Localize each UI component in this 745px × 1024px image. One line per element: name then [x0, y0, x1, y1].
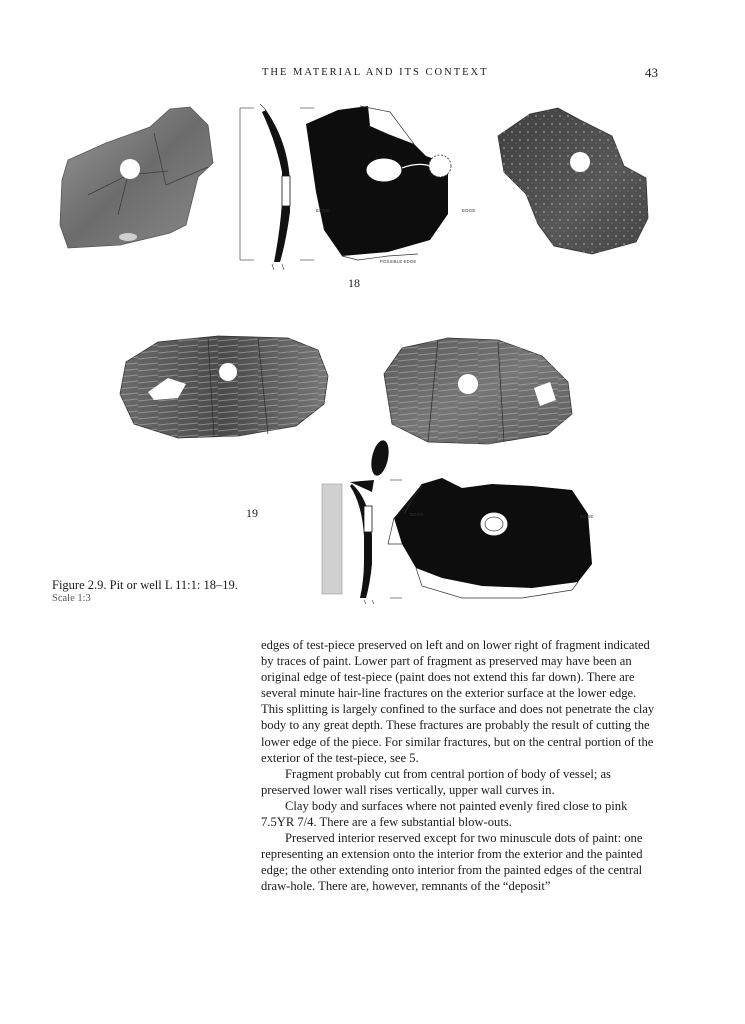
fragment-18-drawing — [298, 104, 460, 269]
figure-caption-scale: Scale 1:3 — [52, 593, 91, 604]
body-paragraph: Fragment probably cut from central portion of body of vessel; as preserved lower wall rises vertically, upper wall curves in. — [261, 766, 611, 797]
fragment-19-photo-right — [378, 334, 576, 446]
body-paragraph: edges of test-piece preserved on left and on lower right of fragment indicated by traces of paint. Lower part of fragment as preserved may have been an original edge of test-piece (paint does not extend this far down). There are several minute hair-line fractures on the exterior surface at the lower edge. This splitting is largely confined to the surface and does not penetrate the clay body to any great depth. These fractures are probably the result of cutting the lower edge of the piece. For similar fractures, but on the central portion of the exterior of the test-piece, see 5. — [261, 638, 655, 765]
running-head: THE MATERIAL AND ITS CONTEXT — [262, 67, 489, 78]
figure-caption — [52, 578, 262, 606]
drawing-label-edge-left: EDGE — [316, 208, 330, 213]
scale-bar — [322, 484, 344, 596]
body-paragraph: Clay body and surfaces where not painted evenly fired close to pink 7.5YR 7/4. There are a few substantial blow-outs. — [261, 798, 628, 830]
figure-label-18: 18 — [348, 276, 360, 290]
figure-caption-title: Figure 2.9. Pit or well L 11:1: 18–19. — [52, 578, 238, 592]
drawing-label-edge-right: EDGE — [462, 208, 476, 213]
fragment-19-photo-left — [118, 332, 330, 442]
drawing-label-edge-19-right: EDGE — [580, 514, 594, 519]
drawing-label-edge-19-left: EDGE — [410, 512, 424, 517]
body-paragraph: Preserved interior reserved except for two minuscule dots of paint: one representing an extension onto the interior from the exterior and the painted edge; the other extending onto interior from the painted edges of the central draw-hole. There are, however, remnants of the “deposit” — [261, 831, 643, 894]
fragment-18-photo-right — [494, 106, 654, 256]
page-number: 43 — [645, 65, 658, 80]
fragment-18-profile — [236, 102, 306, 270]
body-text — [261, 637, 661, 895]
drawing-label-possible-edge: POSSIBLE EDGE — [380, 259, 417, 264]
fragment-19-drawing — [382, 474, 598, 602]
fragment-18-photo-left — [58, 105, 218, 250]
figure-label-19: 19 — [246, 506, 258, 520]
